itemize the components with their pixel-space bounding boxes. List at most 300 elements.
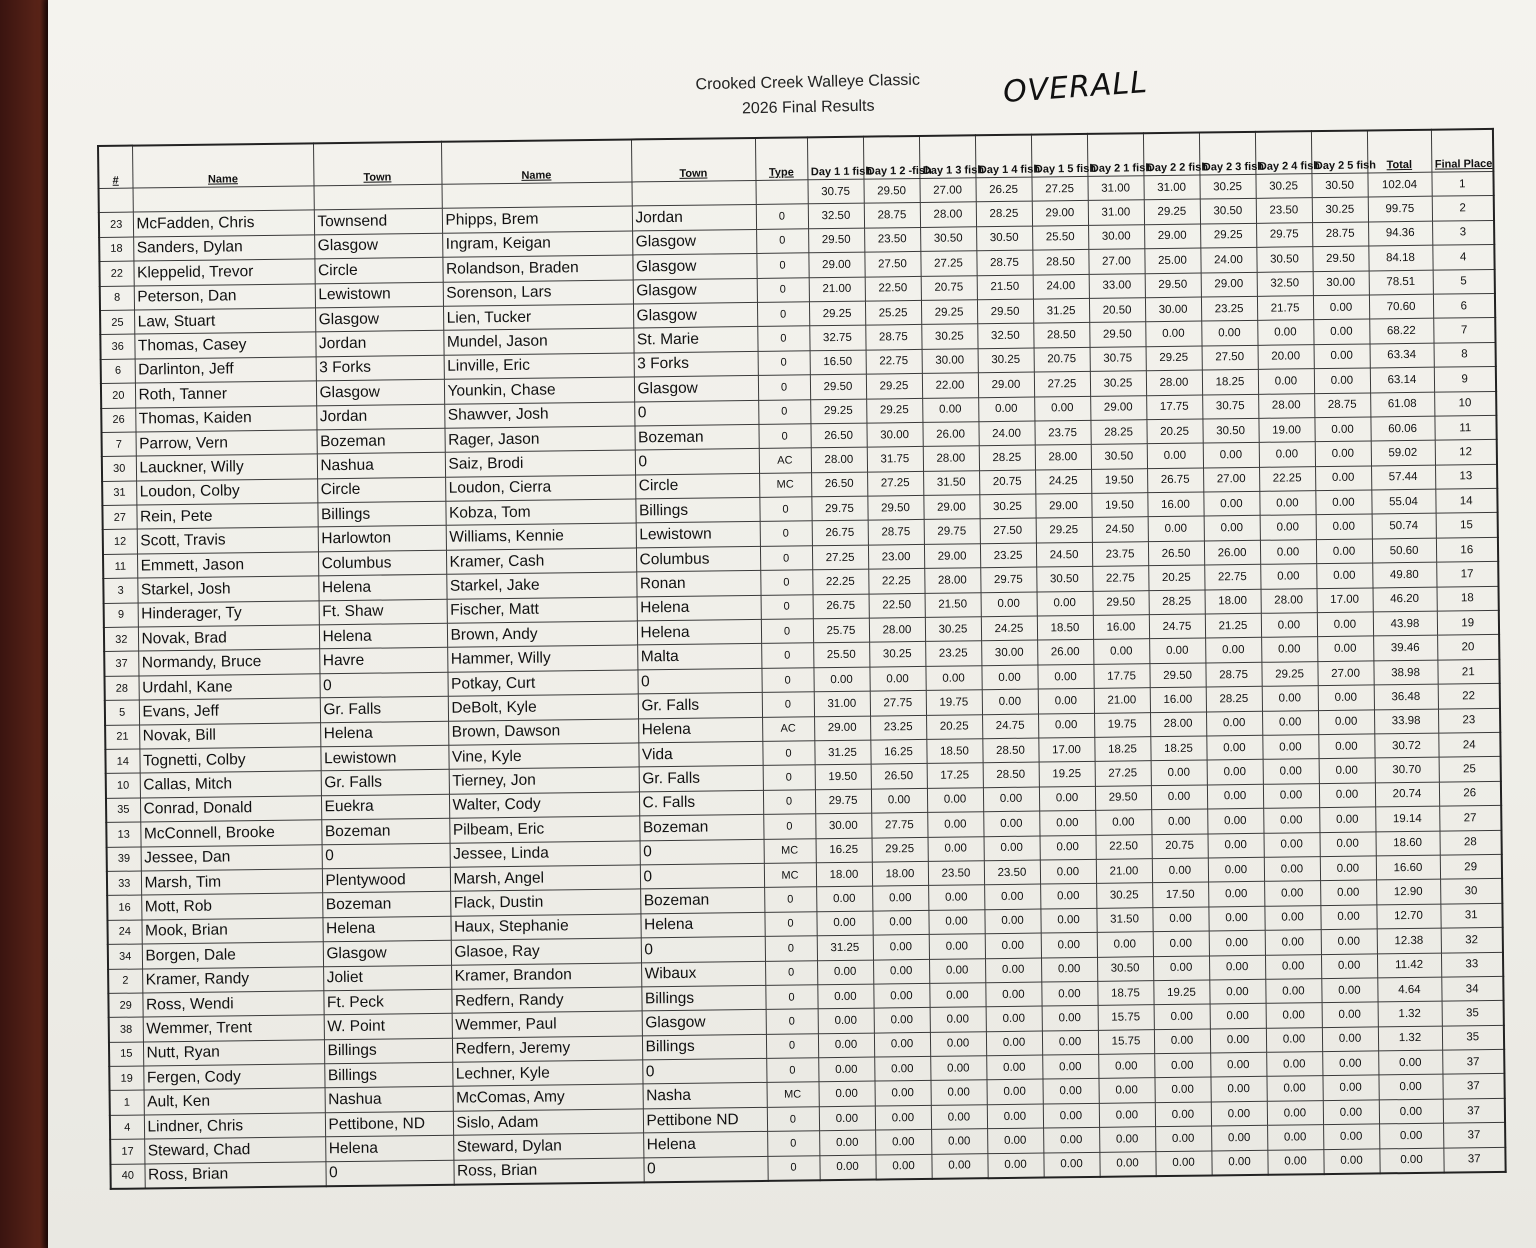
score-cell: 0.00: [1210, 1004, 1266, 1029]
score-cell: 31.00: [1087, 176, 1143, 201]
total-cell: 1.32: [1378, 1001, 1442, 1026]
score-cell: 0.00: [874, 1008, 930, 1033]
score-cell: 0.00: [1099, 1102, 1155, 1127]
team-number-cell: 1: [110, 1090, 144, 1115]
angler-1-town-cell: Columbus: [318, 550, 446, 576]
total-cell: 49.80: [1372, 562, 1436, 587]
score-cell: 30.25: [978, 348, 1034, 373]
angler-1-name-cell: Fergen, Cody: [143, 1064, 324, 1091]
angler-2-town-cell: Pettibone ND: [643, 1107, 767, 1133]
angler-2-name-cell: Steward, Dylan: [453, 1133, 643, 1160]
score-cell: 0.00: [875, 1130, 931, 1155]
score-cell: 31.75: [867, 447, 923, 472]
team-number-cell: 39: [107, 847, 141, 872]
score-cell: 0.00: [1316, 563, 1372, 588]
score-cell: 29.50: [867, 496, 923, 521]
score-cell: 30.75: [807, 179, 863, 204]
score-cell: 25.75: [813, 618, 869, 643]
score-cell: 0.00: [1041, 932, 1097, 957]
total-cell: 60.06: [1370, 416, 1434, 441]
score-cell: 0.00: [871, 788, 927, 813]
angler-1-town-cell: [314, 184, 442, 210]
score-cell: 24.75: [1149, 614, 1205, 639]
angler-2-name-cell: Sorenson, Lars: [443, 280, 633, 307]
angler-1-name-cell: Urdahl, Kane: [138, 674, 319, 701]
score-cell: 23.50: [984, 860, 1040, 885]
score-cell: 27.25: [812, 545, 868, 570]
angler-2-town-cell: Wibaux: [641, 961, 765, 987]
angler-2-name-cell: Hammer, Willy: [447, 645, 637, 672]
score-cell: 24.00: [1033, 274, 1089, 299]
final-place-cell: 37: [1442, 1049, 1504, 1074]
score-cell: 0.00: [1155, 1151, 1211, 1177]
score-cell: 18.25: [1150, 736, 1206, 761]
score-cell: 0.00: [1207, 760, 1263, 785]
score-cell: 26.50: [1148, 541, 1204, 566]
score-cell: 0.00: [1034, 396, 1090, 421]
score-cell: 28.75: [868, 520, 924, 545]
score-cell: 0.00: [1201, 321, 1257, 346]
score-cell: 0.00: [1154, 1029, 1210, 1054]
team-number-cell: 37: [104, 651, 138, 676]
angler-1-town-cell: Glasgow: [314, 233, 442, 259]
final-place-cell: 2: [1432, 196, 1494, 221]
score-cell: 24.25: [1035, 469, 1091, 494]
score-cell: 0.00: [1317, 636, 1373, 661]
score-cell: 0.00: [1153, 931, 1209, 956]
type-cell: 0: [764, 911, 816, 936]
score-cell: 0.00: [1258, 369, 1314, 394]
header-num: #: [98, 146, 133, 189]
score-cell: 0.00: [1266, 1076, 1322, 1101]
angler-2-town-cell: C. Falls: [639, 790, 763, 816]
score-cell: 27.75: [871, 813, 927, 838]
type-cell: 0: [760, 521, 812, 546]
score-cell: 0.00: [984, 884, 1040, 909]
angler-2-name-cell: Rolandson, Braden: [442, 255, 632, 282]
score-cell: 28.00: [1150, 712, 1206, 737]
team-number-cell: 33: [107, 871, 141, 896]
score-cell: 31.00: [1143, 175, 1199, 200]
score-cell: 17.50: [1152, 882, 1208, 907]
score-cell: 21.75: [1257, 296, 1313, 321]
score-cell: 24.00: [978, 421, 1034, 446]
score-cell: 24.00: [1200, 248, 1256, 273]
score-cell: 0.00: [1320, 856, 1376, 881]
total-cell: 0.00: [1379, 1123, 1443, 1148]
score-cell: 0.00: [931, 1105, 987, 1130]
score-cell: 29.50: [977, 299, 1033, 324]
score-cell: 0.00: [1154, 1004, 1210, 1029]
team-number-cell: 40: [110, 1164, 144, 1189]
score-cell: 0.00: [1321, 978, 1377, 1003]
score-cell: 18.00: [1205, 589, 1261, 614]
score-cell: 0.00: [1207, 808, 1263, 833]
score-cell: 30.50: [1256, 247, 1312, 272]
angler-2-town-cell: Malta: [637, 644, 761, 670]
score-cell: 32.50: [808, 204, 864, 229]
score-cell: 29.75: [1256, 222, 1312, 247]
angler-2-name-cell: Ross, Brian: [453, 1158, 643, 1185]
type-cell: 0: [763, 765, 815, 790]
score-cell: 26.75: [813, 594, 869, 619]
score-cell: 0.00: [1318, 734, 1374, 759]
score-cell: 0.00: [1097, 932, 1153, 957]
score-cell: 0.00: [1043, 1152, 1099, 1178]
type-cell: 0: [758, 399, 810, 424]
score-cell: 0.00: [1264, 857, 1320, 882]
score-cell: 0.00: [1263, 759, 1319, 784]
score-cell: 0.00: [1315, 490, 1371, 515]
header-type: Type: [755, 137, 808, 180]
angler-2-name-cell: Shawver, Josh: [444, 401, 634, 428]
score-cell: 28.75: [1205, 662, 1261, 687]
final-place-cell: 35: [1442, 1001, 1504, 1026]
type-cell: MC: [767, 1082, 819, 1107]
score-cell: 0.00: [1155, 1126, 1211, 1151]
score-cell: 0.00: [1042, 1054, 1098, 1079]
score-cell: 0.00: [1148, 516, 1204, 541]
angler-2-name-cell: Starkel, Jake: [446, 572, 636, 599]
score-cell: 0.00: [874, 1081, 930, 1106]
angler-2-name-cell: Marsh, Angel: [450, 865, 640, 892]
score-cell: 28.50: [983, 762, 1039, 787]
header-name-2: Name: [441, 139, 632, 184]
score-cell: 0.00: [1318, 710, 1374, 735]
score-cell: 22.50: [865, 276, 921, 301]
results-table: [97, 128, 1507, 1190]
score-cell: 30.00: [1313, 271, 1369, 296]
angler-1-town-cell: Helena: [318, 575, 446, 601]
final-place-cell: 28: [1439, 830, 1501, 855]
team-number-cell: 11: [103, 554, 137, 579]
score-cell: 0.00: [1319, 783, 1375, 808]
angler-2-name-cell: Mundel, Jason: [443, 328, 633, 355]
score-cell: 26.25: [975, 177, 1031, 202]
score-cell: 0.00: [930, 1080, 986, 1105]
score-cell: 0.00: [987, 1128, 1043, 1153]
final-place-cell: 7: [1433, 318, 1495, 343]
score-cell: 22.00: [922, 373, 978, 398]
score-cell: 0.00: [1093, 639, 1149, 664]
score-cell: 0.00: [1208, 906, 1264, 931]
angler-2-name-cell: Brown, Andy: [447, 621, 637, 648]
total-cell: 36.48: [1374, 684, 1438, 709]
score-cell: 0.00: [1265, 930, 1321, 955]
score-cell: 20.75: [1034, 347, 1090, 372]
score-cell: 0.00: [985, 958, 1041, 983]
score-cell: 0.00: [1264, 881, 1320, 906]
score-cell: 0.00: [869, 666, 925, 691]
score-cell: 0.00: [1322, 1002, 1378, 1027]
score-cell: 17.75: [1093, 663, 1149, 688]
angler-2-town-cell: Ronan: [636, 571, 760, 597]
score-cell: 16.50: [810, 350, 866, 375]
angler-1-town-cell: Glasgow: [316, 379, 444, 405]
score-cell: 0.00: [1262, 710, 1318, 735]
score-cell: 30.50: [920, 227, 976, 252]
score-cell: 0.00: [1266, 1052, 1322, 1077]
score-cell: 0.00: [985, 933, 1041, 958]
angler-2-name-cell: DeBolt, Kyle: [448, 694, 638, 721]
angler-2-town-cell: Glasgow: [632, 229, 756, 255]
angler-2-name-cell: Linville, Eric: [444, 353, 634, 380]
total-cell: 12.70: [1376, 904, 1440, 929]
score-cell: 0.00: [1203, 443, 1259, 468]
score-cell: 18.00: [872, 861, 928, 886]
score-cell: 19.50: [815, 764, 871, 789]
score-cell: 29.00: [1201, 272, 1257, 297]
score-cell: 19.50: [1091, 493, 1147, 518]
score-cell: 31.00: [814, 691, 870, 716]
total-cell: 0.00: [1378, 1050, 1442, 1075]
type-cell: 0: [760, 570, 812, 595]
score-cell: 0.00: [816, 911, 872, 936]
score-cell: 21.25: [1205, 613, 1261, 638]
score-cell: 0.00: [1203, 491, 1259, 516]
angler-2-name-cell: [442, 182, 632, 209]
score-cell: 29.00: [978, 372, 1034, 397]
score-cell: 0.00: [1323, 1149, 1379, 1175]
final-place-cell: 24: [1438, 732, 1500, 757]
score-cell: 27.00: [1088, 249, 1144, 274]
angler-1-town-cell: Gr. Falls: [320, 696, 448, 722]
total-cell: 78.51: [1369, 270, 1433, 295]
angler-1-name-cell: Lindner, Chris: [144, 1113, 325, 1140]
score-cell: 28.25: [1090, 420, 1146, 445]
type-cell: 0: [764, 887, 816, 912]
score-cell: 30.25: [1255, 174, 1311, 199]
score-cell: 28.00: [1035, 445, 1091, 470]
total-cell: 33.98: [1374, 709, 1438, 734]
score-cell: 0.00: [1316, 539, 1372, 564]
score-cell: 0.00: [1040, 884, 1096, 909]
angler-2-name-cell: Kramer, Brandon: [451, 962, 641, 989]
final-place-cell: 16: [1436, 537, 1498, 562]
score-cell: 0.00: [1039, 786, 1095, 811]
angler-1-town-cell: Harlowton: [318, 526, 446, 552]
score-cell: 0.00: [925, 666, 981, 691]
score-cell: 0.00: [930, 1031, 986, 1056]
score-cell: 0.00: [1043, 1103, 1099, 1128]
total-cell: 1.32: [1378, 1026, 1442, 1051]
final-place-cell: 34: [1441, 976, 1503, 1001]
score-cell: 0.00: [1151, 809, 1207, 834]
total-cell: 12.90: [1376, 879, 1440, 904]
angler-2-town-cell: [631, 180, 755, 206]
angler-2-town-cell: Columbus: [636, 546, 760, 572]
score-cell: 28.00: [1146, 370, 1202, 395]
team-number-cell: 14: [105, 749, 139, 774]
score-cell: 31.25: [817, 935, 873, 960]
angler-1-name-cell: Emmett, Jason: [137, 552, 318, 579]
score-cell: 0.00: [1313, 319, 1369, 344]
type-cell: 0: [760, 546, 812, 571]
score-cell: 0.00: [819, 1082, 875, 1107]
score-cell: 30.00: [1145, 297, 1201, 322]
type-cell: MC: [759, 472, 811, 497]
angler-1-name-cell: Rein, Pete: [136, 503, 317, 530]
angler-2-name-cell: Glasoe, Ray: [451, 938, 641, 965]
score-cell: 0.00: [1206, 735, 1262, 760]
score-cell: 23.75: [1092, 542, 1148, 567]
angler-1-name-cell: Callas, Mitch: [140, 771, 321, 798]
angler-1-name-cell: Thomas, Kaiden: [135, 405, 316, 432]
team-number-cell: 6: [101, 359, 135, 384]
score-cell: 25.25: [865, 300, 921, 325]
header-score-2: Day 1 2 -fish: [863, 136, 920, 179]
score-cell: 29.50: [808, 228, 864, 253]
score-cell: 0.00: [978, 397, 1034, 422]
team-number-cell: 7: [102, 432, 136, 457]
type-cell: 0: [766, 1033, 818, 1058]
score-cell: 26.75: [1147, 468, 1203, 493]
type-cell: MC: [764, 863, 816, 888]
score-cell: 23.50: [928, 861, 984, 886]
score-cell: 0.00: [1151, 760, 1207, 785]
team-number-cell: 3: [103, 578, 137, 603]
angler-1-name-cell: Peterson, Dan: [134, 283, 315, 310]
score-cell: 0.00: [985, 982, 1041, 1007]
score-cell: 0.00: [1260, 515, 1316, 540]
score-cell: 0.00: [1211, 1126, 1267, 1151]
total-cell: 0.00: [1378, 1075, 1442, 1100]
score-cell: 0.00: [1039, 811, 1095, 836]
final-place-cell: 4: [1432, 245, 1494, 270]
total-cell: 16.60: [1376, 855, 1440, 880]
score-cell: 30.25: [1312, 197, 1368, 222]
score-cell: 17.75: [1146, 395, 1202, 420]
score-cell: 27.25: [867, 471, 923, 496]
angler-2-town-cell: Glasgow: [633, 278, 757, 304]
score-cell: 0.00: [1265, 978, 1321, 1003]
angler-2-name-cell: Williams, Kennie: [446, 523, 636, 550]
angler-2-town-cell: Glasgow: [642, 1010, 766, 1036]
score-cell: 0.00: [931, 1129, 987, 1154]
score-cell: 0.00: [1321, 953, 1377, 978]
final-place-cell: 5: [1433, 269, 1495, 294]
score-cell: 20.75: [1151, 834, 1207, 859]
type-cell: 0: [762, 692, 814, 717]
total-cell: 59.02: [1371, 440, 1435, 465]
team-number-cell: 16: [107, 895, 141, 920]
score-cell: 24.25: [981, 616, 1037, 641]
total-cell: 50.74: [1372, 514, 1436, 539]
score-cell: 0.00: [1263, 832, 1319, 857]
score-cell: 29.25: [1036, 518, 1092, 543]
score-cell: 0.00: [1263, 808, 1319, 833]
score-cell: 23.25: [925, 641, 981, 666]
angler-2-town-cell: 0: [637, 668, 761, 694]
score-cell: 30.50: [1200, 199, 1256, 224]
score-cell: 26.75: [812, 521, 868, 546]
score-cell: 19.50: [1091, 468, 1147, 493]
score-cell: 0.00: [1154, 1053, 1210, 1078]
score-cell: 21.50: [977, 275, 1033, 300]
angler-2-town-cell: 0: [643, 1156, 767, 1182]
score-cell: 28.75: [976, 250, 1032, 275]
angler-1-name-cell: Law, Stuart: [134, 308, 315, 335]
angler-2-town-cell: Helena: [637, 619, 761, 645]
score-cell: 29.25: [1144, 199, 1200, 224]
team-number-cell: 26: [101, 408, 135, 433]
final-place-cell: 37: [1442, 1074, 1504, 1099]
score-cell: 30.25: [1096, 883, 1152, 908]
final-place-cell: 13: [1435, 464, 1497, 489]
score-cell: 0.00: [873, 935, 929, 960]
score-cell: 29.00: [808, 252, 864, 277]
type-cell: 0: [765, 960, 817, 985]
score-cell: 19.75: [926, 690, 982, 715]
score-cell: 0.00: [1204, 516, 1260, 541]
score-cell: 28.50: [1033, 323, 1089, 348]
angler-2-name-cell: Pilbeam, Eric: [449, 816, 639, 843]
score-cell: 29.00: [924, 544, 980, 569]
score-cell: 0.00: [986, 1006, 1042, 1031]
angler-2-town-cell: Bozeman: [639, 815, 763, 841]
score-cell: 0.00: [983, 811, 1039, 836]
score-cell: 22.50: [869, 593, 925, 618]
score-cell: 28.25: [979, 445, 1035, 470]
angler-2-town-cell: Bozeman: [640, 888, 764, 914]
angler-1-town-cell: Helena: [320, 721, 448, 747]
score-cell: 0.00: [1038, 689, 1094, 714]
score-cell: 0.00: [987, 1153, 1043, 1179]
total-cell: 50.60: [1372, 538, 1436, 563]
score-cell: 28.75: [864, 203, 920, 228]
score-cell: 0.00: [1322, 1075, 1378, 1100]
angler-2-town-cell: Helena: [638, 717, 762, 743]
angler-1-town-cell: 0: [322, 843, 450, 869]
total-cell: 43.98: [1373, 611, 1437, 636]
angler-2-town-cell: Glasgow: [632, 254, 756, 280]
type-cell: 0: [757, 302, 809, 327]
score-cell: 30.50: [1097, 956, 1153, 981]
angler-1-name-cell: Borgen, Dale: [142, 942, 323, 969]
score-cell: 0.00: [1207, 833, 1263, 858]
score-cell: 29.75: [924, 519, 980, 544]
score-cell: 23.75: [1034, 420, 1090, 445]
total-cell: 39.46: [1373, 636, 1437, 661]
angler-1-town-cell: 3 Forks: [316, 355, 444, 381]
score-cell: 25.00: [1144, 248, 1200, 273]
angler-2-town-cell: Gr. Falls: [638, 693, 762, 719]
score-cell: 19.25: [1153, 980, 1209, 1005]
angler-1-town-cell: Jordan: [316, 404, 444, 430]
score-cell: 28.75: [1314, 392, 1370, 417]
score-cell: 15.75: [1098, 1005, 1154, 1030]
angler-2-town-cell: Nasha: [643, 1083, 767, 1109]
score-cell: 0.00: [1041, 981, 1097, 1006]
angler-2-town-cell: Billings: [641, 985, 765, 1011]
angler-1-name-cell: Starkel, Josh: [137, 576, 318, 603]
type-cell: 0: [757, 326, 809, 351]
score-cell: 30.75: [1202, 394, 1258, 419]
angler-1-name-cell: Novak, Brad: [138, 625, 319, 652]
final-place-cell: 35: [1442, 1025, 1504, 1050]
angler-2-name-cell: Redfern, Randy: [451, 987, 641, 1014]
type-cell: 0: [765, 985, 817, 1010]
angler-2-name-cell: Brown, Dawson: [448, 719, 638, 746]
score-cell: 0.00: [1316, 514, 1372, 539]
type-cell: 0: [756, 204, 808, 229]
type-cell: 0: [765, 936, 817, 961]
score-cell: 29.50: [1095, 785, 1151, 810]
score-cell: 20.50: [1089, 298, 1145, 323]
score-cell: 0.00: [1314, 344, 1370, 369]
score-cell: 23.25: [870, 715, 926, 740]
score-cell: 28.00: [1261, 588, 1317, 613]
